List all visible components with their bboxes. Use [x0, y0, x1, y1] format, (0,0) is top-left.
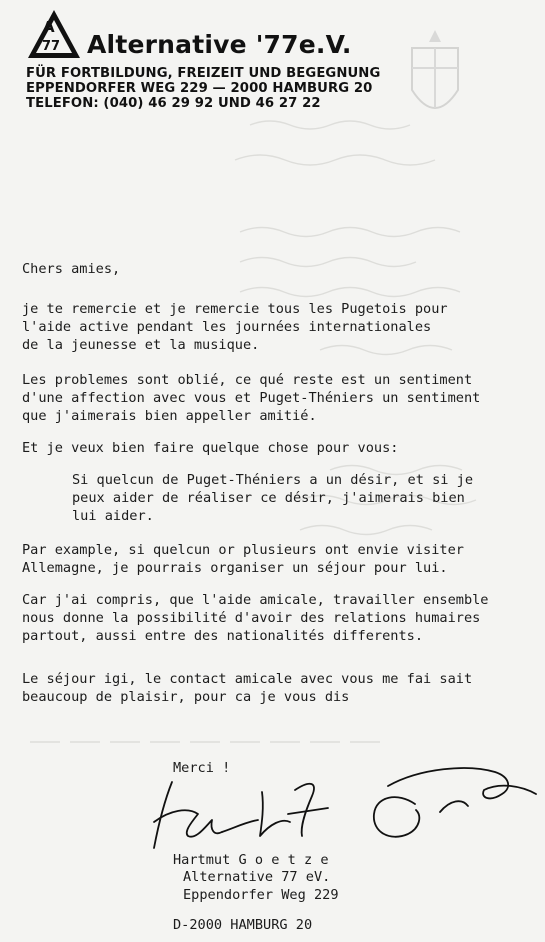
paragraph-understood-line: nous donne la possibilité d'avoir des relations humaires — [22, 610, 481, 626]
sender-name: Hartmut G o e t z e — [173, 852, 329, 868]
sender-organization: Alternative 77 eV. — [183, 869, 331, 885]
indented-paragraph-line: lui aider. — [72, 508, 154, 524]
salutation: Chers amies, — [22, 261, 121, 277]
alternative-77-logo — [26, 8, 82, 60]
sender-city: D-2000 HAMBURG 20 — [173, 917, 313, 933]
org-tagline: FÜR FORTBILDUNG, FREIZEIT UND BEGEGNUNG — [26, 66, 381, 81]
indented-paragraph-line: peux aider de réaliser ce désir, j'aimerais bien — [72, 490, 465, 506]
paragraph-feeling-line: que j'aimerais bien appeller amitié. — [22, 408, 317, 424]
org-phone: TELEFON: (040) 46 29 92 UND 46 27 22 — [26, 96, 321, 111]
paragraph-thanks-line: je te remercie et je remercie tous les Pugetois pour — [22, 301, 448, 317]
org-address: EPPENDORFER WEG 229 — 2000 HAMBURG 20 — [26, 81, 373, 96]
paragraph-thanks-line: de la jeunesse et la musique. — [22, 337, 260, 353]
indented-paragraph-line: Si quelcun de Puget-Théniers a un désir, et si je — [72, 472, 474, 488]
paragraph-stay-line: Le séjour igi, le contact amicale avec vous me fai sait — [22, 671, 473, 687]
paragraph-thanks-line: l'aide active pendant les journées internationales — [22, 319, 432, 335]
paragraph-feeling-line: Les problemes sont oblié, ce qué reste est un sentiment — [22, 372, 473, 388]
paragraph-stay-line: beaucoup de plaisir, pour ca je vous dis — [22, 689, 350, 705]
paragraph-example-line: Par example, si quelcun or plusieurs ont envie visiter — [22, 542, 464, 558]
handwritten-signature — [150, 752, 540, 862]
paragraph-feeling-line: d'une affection avec vous et Puget-Théniers un sentiment — [22, 390, 481, 406]
paragraph-understood-line: partout, aussi entre des nationalités differents. — [22, 628, 424, 644]
paragraph-example-line: Allemagne, je pourrais organiser un séjour pour lui. — [22, 560, 448, 576]
sender-street: Eppendorfer Weg 229 — [183, 887, 339, 903]
paragraph-offer-line: Et je veux bien faire quelque chose pour vous: — [22, 440, 399, 456]
closing: Merci ! — [173, 760, 231, 776]
svg-text:77: 77 — [42, 39, 61, 54]
svg-text:A: A — [43, 18, 55, 36]
org-name: Alternative '77e.V. — [87, 30, 352, 59]
paragraph-understood-line: Car j'ai compris, que l'aide amicale, travailler ensemble — [22, 592, 489, 608]
